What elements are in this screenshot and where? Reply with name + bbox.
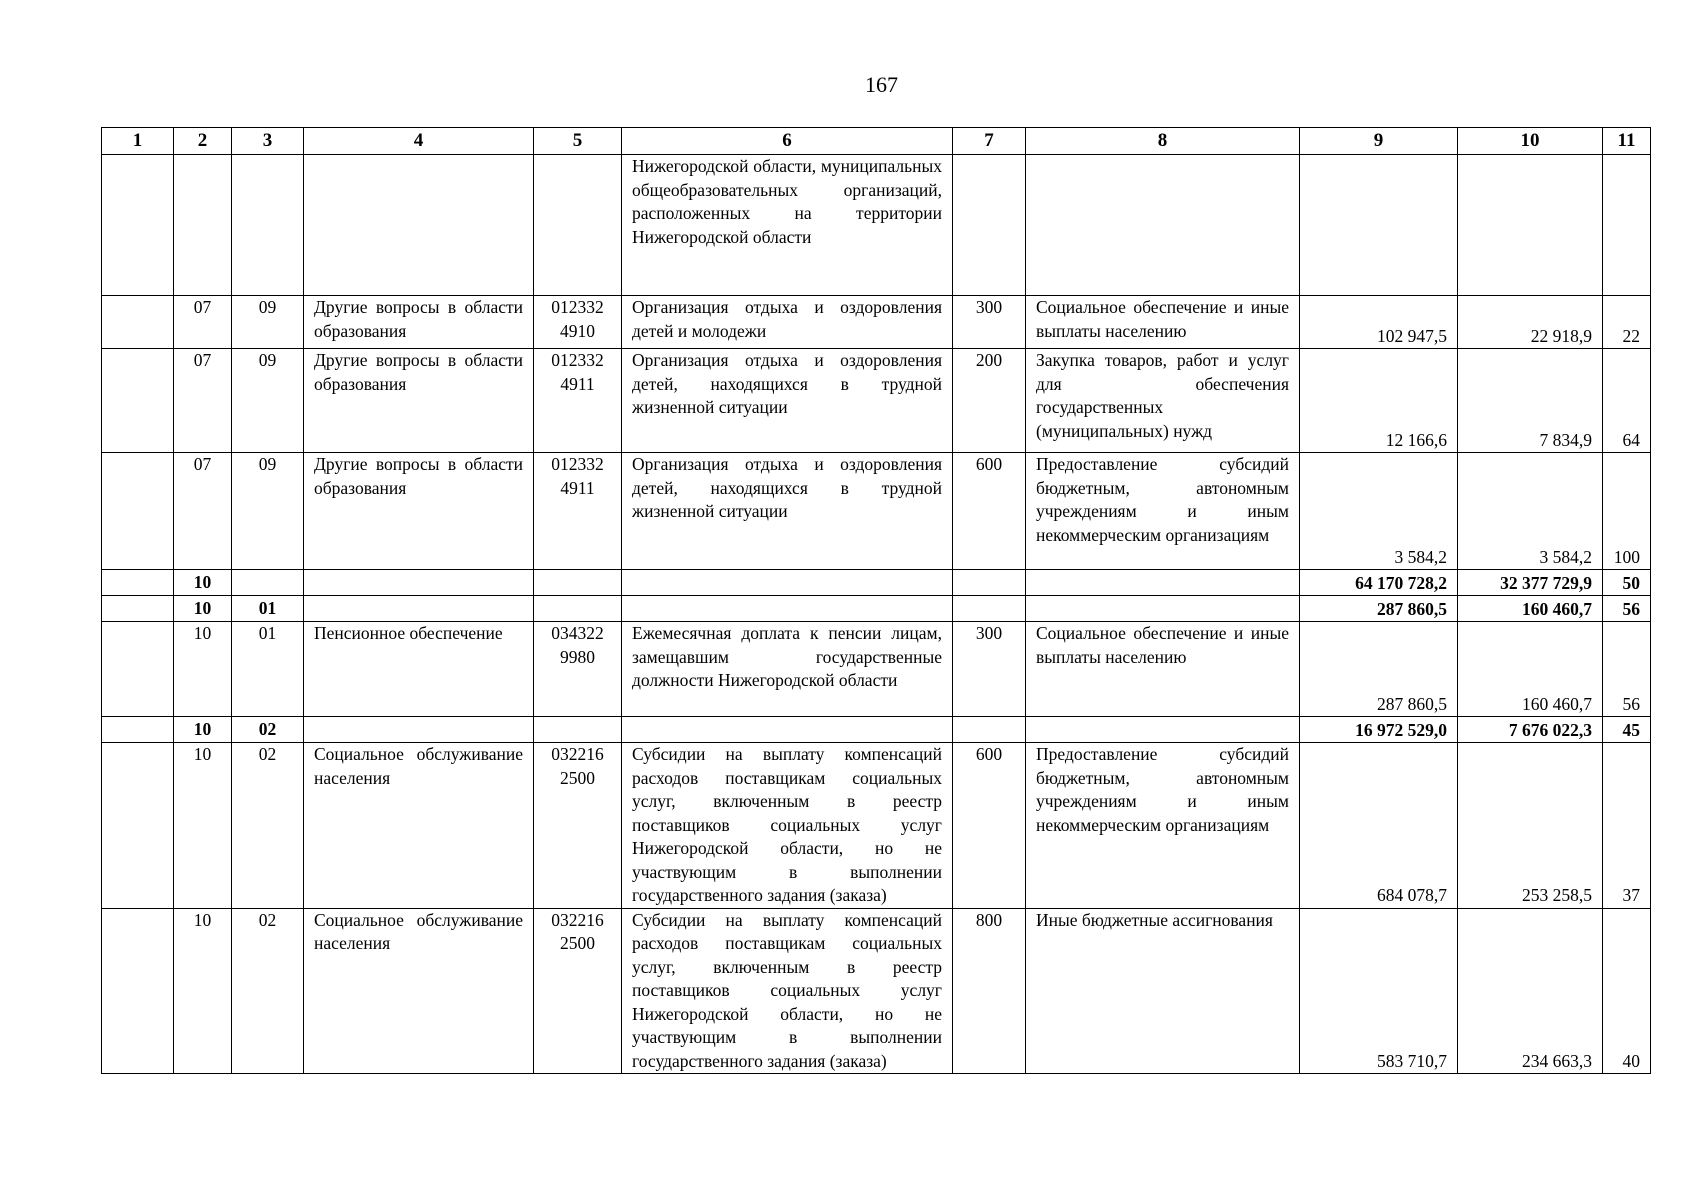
cell-target-code: 032216 2500: [534, 908, 622, 1074]
cell-expense-name: Предоставление субсидий бюджетным, автономным учреждениям и иным некоммерческим организациям: [1026, 453, 1300, 570]
cell-plan: 287 860,5: [1300, 622, 1458, 717]
cell-expense-type: 800: [953, 908, 1026, 1074]
cell-percent: 100: [1603, 453, 1651, 570]
cell-description: Организация отдыха и оздоровления детей, находящихся в трудной жизненной ситуации: [622, 349, 953, 453]
cell-actual: 160 460,7: [1458, 622, 1603, 717]
col-header: 9: [1300, 128, 1458, 155]
budget-table: [101, 127, 1651, 1074]
cell-empty: [1026, 570, 1300, 596]
cell-name: Другие вопросы в области образования: [304, 349, 534, 453]
cell-name: Пенсионное обеспечение: [304, 622, 534, 717]
cell-subsection: 09: [232, 296, 304, 349]
cell-expense-type: [953, 155, 1026, 296]
col-header: 1: [102, 128, 174, 155]
col-header: 11: [1603, 128, 1651, 155]
cell-expense-type: 300: [953, 622, 1026, 717]
cell-empty: [534, 717, 622, 743]
cell-percent: [1603, 155, 1651, 296]
cell-expense-type: 600: [953, 453, 1026, 570]
cell-section: 07: [174, 296, 232, 349]
col-header: 4: [304, 128, 534, 155]
cell-subsection: 01: [232, 596, 304, 622]
cell-description: Субсидии на выплату компенсаций расходов поставщикам социальных услуг, включенным в реестр поставщиков социальных услуг Нижегородской области, но не участвующим в выполнении государственного задания (заказа): [622, 743, 953, 909]
cell-empty: [622, 570, 953, 596]
cell-expense-type: 600: [953, 743, 1026, 909]
cell-plan: 287 860,5: [1300, 596, 1458, 622]
cell-plan: 64 170 728,2: [1300, 570, 1458, 596]
cell-section: 10: [174, 908, 232, 1074]
cell-empty: [304, 596, 534, 622]
cell-target-code: 012332 4911: [534, 349, 622, 453]
col-header: 5: [534, 128, 622, 155]
cell-expense-name: Социальное обеспечение и иные выплаты населению: [1026, 296, 1300, 349]
cell-expense-type: 200: [953, 349, 1026, 453]
cell-percent: 22: [1603, 296, 1651, 349]
cell-empty: [102, 570, 174, 596]
cell-empty: [1026, 717, 1300, 743]
cell-plan: 583 710,7: [1300, 908, 1458, 1074]
cell-subsection: [232, 155, 304, 296]
col-header: 6: [622, 128, 953, 155]
cell-description: Субсидии на выплату компенсаций расходов поставщикам социальных услуг, включенным в реестр поставщиков социальных услуг Нижегородской области, но не участвующим в выполнении государственного задания (заказа): [622, 908, 953, 1074]
cell-actual: 3 584,2: [1458, 453, 1603, 570]
cell-percent: 37: [1603, 743, 1651, 909]
cell-description: Организация отдыха и оздоровления детей и молодежи: [622, 296, 953, 349]
cell-percent: 64: [1603, 349, 1651, 453]
cell-name: Другие вопросы в области образования: [304, 453, 534, 570]
cell-actual: [1458, 155, 1603, 296]
cell-actual: 22 918,9: [1458, 296, 1603, 349]
cell-empty: [1026, 596, 1300, 622]
cell-plan: 102 947,5: [1300, 296, 1458, 349]
cell-empty: [102, 155, 174, 296]
table-row: [102, 296, 1651, 349]
col-header: 8: [1026, 128, 1300, 155]
col-header: 10: [1458, 128, 1603, 155]
cell-expense-name: Закупка товаров, работ и услуг для обеспечения государственных (муниципальных) нужд: [1026, 349, 1300, 453]
cell-empty: [953, 570, 1026, 596]
cell-plan: 16 972 529,0: [1300, 717, 1458, 743]
total-row: [102, 570, 1651, 596]
cell-empty: [953, 596, 1026, 622]
cell-plan: 12 166,6: [1300, 349, 1458, 453]
cell-section: 10: [174, 622, 232, 717]
cell-target-code: [534, 155, 622, 296]
cell-plan: [1300, 155, 1458, 296]
cell-name: Социальное обслуживание населения: [304, 908, 534, 1074]
page-number: 167: [865, 72, 898, 97]
cell-empty: [102, 743, 174, 909]
cell-name: Социальное обслуживание населения: [304, 743, 534, 909]
cell-subsection: 01: [232, 622, 304, 717]
total-row: [102, 596, 1651, 622]
cell-section: [174, 155, 232, 296]
header-row: [102, 128, 1651, 155]
cell-expense-name: [1026, 155, 1300, 296]
col-header: 3: [232, 128, 304, 155]
cell-target-code: 034322 9980: [534, 622, 622, 717]
cell-percent: 56: [1603, 596, 1651, 622]
cell-actual: 160 460,7: [1458, 596, 1603, 622]
cell-actual: 234 663,3: [1458, 908, 1603, 1074]
cell-section: 10: [174, 570, 232, 596]
cell-section: 07: [174, 349, 232, 453]
cell-plan: 3 584,2: [1300, 453, 1458, 570]
cell-empty: [102, 296, 174, 349]
cell-target-code: 012332 4910: [534, 296, 622, 349]
cell-name: [304, 155, 534, 296]
cell-description: Ежемесячная доплата к пенсии лицам, замещавшим государственные должности Нижегородской области: [622, 622, 953, 717]
table-row: [102, 155, 1651, 296]
cell-actual: 32 377 729,9: [1458, 570, 1603, 596]
cell-empty: [534, 596, 622, 622]
cell-empty: [953, 717, 1026, 743]
cell-expense-name: Социальное обеспечение и иные выплаты населению: [1026, 622, 1300, 717]
col-header: 7: [953, 128, 1026, 155]
cell-subsection: 02: [232, 717, 304, 743]
cell-empty: [102, 908, 174, 1074]
cell-actual: 253 258,5: [1458, 743, 1603, 909]
cell-empty: [102, 349, 174, 453]
col-header: 2: [174, 128, 232, 155]
table-row: [102, 743, 1651, 909]
cell-plan: 684 078,7: [1300, 743, 1458, 909]
cell-name: Другие вопросы в области образования: [304, 296, 534, 349]
cell-target-code: 012332 4911: [534, 453, 622, 570]
cell-percent: 56: [1603, 622, 1651, 717]
cell-expense-type: 300: [953, 296, 1026, 349]
cell-subsection: 09: [232, 349, 304, 453]
cell-subsection: [232, 570, 304, 596]
cell-expense-name: Иные бюджетные ассигнования: [1026, 908, 1300, 1074]
cell-empty: [534, 570, 622, 596]
cell-section: 10: [174, 596, 232, 622]
cell-actual: 7 834,9: [1458, 349, 1603, 453]
cell-description: Нижегородской области, муниципальных общеобразовательных организаций, расположенных на территории Нижегородской области: [622, 155, 953, 296]
cell-subsection: 09: [232, 453, 304, 570]
cell-percent: 40: [1603, 908, 1651, 1074]
cell-subsection: 02: [232, 743, 304, 909]
cell-section: 10: [174, 743, 232, 909]
cell-percent: 50: [1603, 570, 1651, 596]
total-row: [102, 717, 1651, 743]
cell-section: 10: [174, 717, 232, 743]
cell-empty: [102, 453, 174, 570]
cell-actual: 7 676 022,3: [1458, 717, 1603, 743]
cell-empty: [622, 717, 953, 743]
table-row: [102, 908, 1651, 1074]
cell-subsection: 02: [232, 908, 304, 1074]
table-row: [102, 622, 1651, 717]
cell-description: Организация отдыха и оздоровления детей, находящихся в трудной жизненной ситуации: [622, 453, 953, 570]
cell-section: 07: [174, 453, 232, 570]
table-row: [102, 349, 1651, 453]
cell-empty: [304, 570, 534, 596]
cell-expense-name: Предоставление субсидий бюджетным, автономным учреждениям и иным некоммерческим организациям: [1026, 743, 1300, 909]
cell-empty: [102, 596, 174, 622]
cell-empty: [622, 596, 953, 622]
cell-empty: [102, 717, 174, 743]
cell-percent: 45: [1603, 717, 1651, 743]
table-row: [102, 453, 1651, 570]
cell-empty: [304, 717, 534, 743]
cell-target-code: 032216 2500: [534, 743, 622, 909]
cell-empty: [102, 622, 174, 717]
